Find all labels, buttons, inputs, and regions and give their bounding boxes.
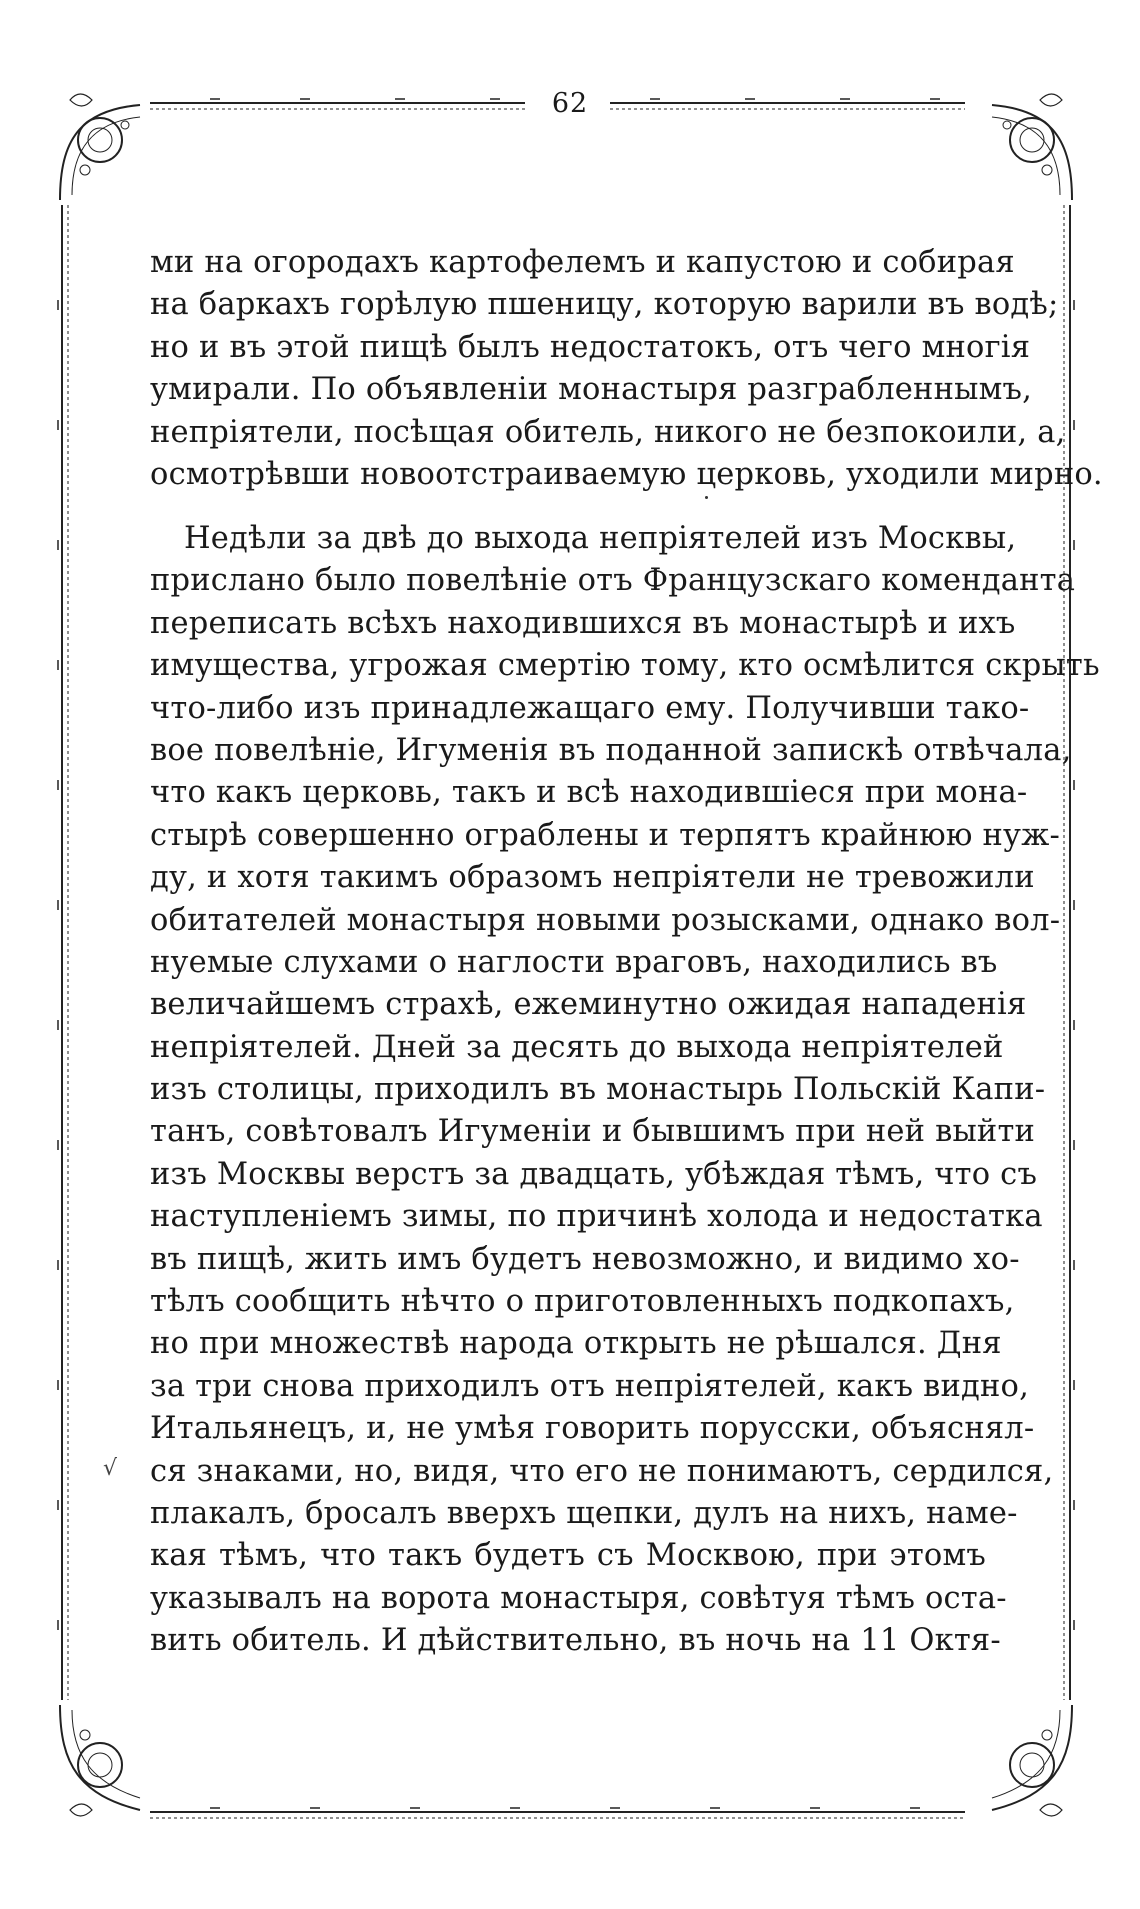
text-line: стырѣ совершенно ограблены и терпятъ крайнюю нуж- xyxy=(150,817,1060,853)
paragraph-1 xyxy=(150,242,1103,496)
margin-check-mark: √ xyxy=(103,1456,118,1481)
text-line: что какъ церковь, такъ и всѣ находившіеся при мона- xyxy=(150,775,1028,811)
page-number xyxy=(0,88,1140,119)
paragraph-2 xyxy=(150,518,1100,1663)
text-line: указывалъ на ворота монастыря, совѣтуя тѣмъ оста- xyxy=(150,1580,1007,1616)
text-line: непріятели, посѣщая обитель, никого не безпокоили, а, xyxy=(150,414,1066,450)
text-line: на баркахъ горѣлую пшеницу, которую варили въ водѣ; xyxy=(150,287,1059,323)
text-line: за три снова приходилъ отъ непріятелей, какъ видно, xyxy=(150,1368,1029,1404)
text-line: кая тѣмъ, что такъ будетъ съ Москвою, при этомъ xyxy=(150,1538,986,1574)
text-line: обитателей монастыря новыми розысками, однако вол- xyxy=(150,902,1061,938)
text-line: наступленіемъ зимы, по причинѣ холода и недостатка xyxy=(150,1199,1043,1235)
text-line: величайшемъ страхѣ, ежеминутно ожидая нападенія xyxy=(150,987,1027,1023)
text-line: въ пищѣ, жить имъ будетъ невозможно, и видимо хо- xyxy=(150,1241,1020,1277)
corner-ornament-bottom-left xyxy=(60,1705,140,1816)
text-line: нуемые слухами о наглости враговъ, находились въ xyxy=(150,944,998,980)
text-line: прислано было повелѣніе отъ Французскаго коменданта xyxy=(150,563,1076,599)
text-line: умирали. По объявленіи монастыря разграбленнымъ, xyxy=(150,372,1032,408)
text-line: Итальянецъ, и, не умѣя говорить порусски, объяснял- xyxy=(150,1411,1035,1447)
text-line: ся знаками, но, видя, что его не понимаютъ, сердился, xyxy=(150,1453,1054,1489)
text-line: непріятелей. Дней за десять до выхода непріятелей xyxy=(150,1029,1004,1065)
text-line: изъ Москвы верстъ за двадцать, убѣждая тѣмъ, что съ xyxy=(150,1156,1038,1192)
text-line: танъ, совѣтовалъ Игуменіи и бывшимъ при ней выйти xyxy=(150,1114,1036,1150)
text-line: плакалъ, бросалъ вверхъ щепки, дулъ на нихъ, наме- xyxy=(150,1495,1018,1531)
text-line: но и въ этой пищѣ былъ недостатокъ, отъ чего многія xyxy=(150,329,1031,365)
text-line: вое повелѣніе, Игуменія въ поданной запискѣ отвѣчала, xyxy=(150,732,1072,768)
text-line: ду, и хотя такимъ образомъ непріятели не тревожили xyxy=(150,860,1035,896)
text-line: переписать всѣхъ находившихся въ монастырѣ и ихъ xyxy=(150,605,1016,641)
text-line: ми на огородахъ картофелемъ и капустою и собирая xyxy=(150,245,1015,280)
text-line: тѣлъ сообщить нѣчто о приготовленныхъ подкопахъ, xyxy=(150,1284,1015,1320)
stray-dot xyxy=(705,496,708,499)
text-line: имущества, угрожая смертію тому, кто осмѣлится скрыть xyxy=(150,648,1100,684)
page-number-text: 62 xyxy=(542,88,598,119)
text-line: изъ столицы, приходилъ въ монастырь Польскій Капи- xyxy=(150,1072,1046,1108)
text-line: но при множествѣ народа открыть не рѣшался. Дня xyxy=(150,1326,1002,1362)
text-line: Недѣли за двѣ до выхода непріятелей изъ Москвы, xyxy=(184,521,1017,556)
text-line: что-либо изъ принадлежащаго ему. Получивши тако- xyxy=(150,690,1030,726)
text-line: вить обитель. И дѣйствительно, въ ночь на 11 Октя- xyxy=(150,1623,1001,1659)
text-line: осмотрѣвши новоотстраиваемую церковь, уходили мирно. xyxy=(150,456,1103,492)
corner-ornament-bottom-right xyxy=(992,1705,1072,1816)
